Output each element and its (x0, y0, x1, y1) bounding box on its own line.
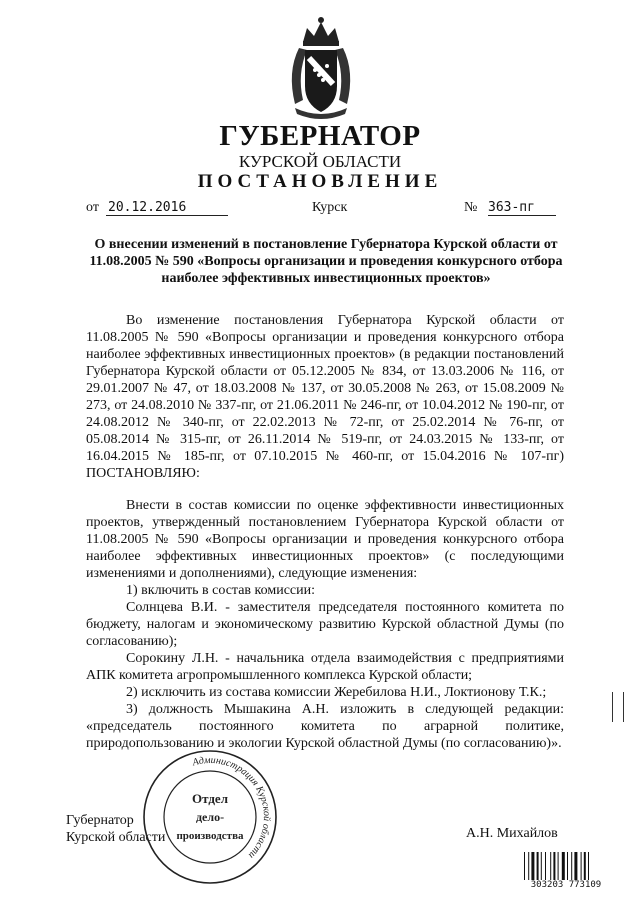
stamp-line-3: производства (176, 830, 244, 842)
stamp-line-1: Отдел (192, 791, 228, 806)
number-label: № (464, 200, 478, 215)
document-type: ПОСТАНОВЛЕНИЕ (197, 171, 443, 192)
document-meta-row (86, 200, 566, 220)
signature-name: А.Н. Михайлов (466, 826, 558, 841)
document-number: 363-пг (488, 200, 556, 216)
stamp-line-2: дело- (195, 810, 225, 824)
date-prefix: от (86, 200, 99, 215)
governor-title: ГУБЕРНАТОР (219, 120, 421, 152)
item-2: 2) исключить из состава комиссии Жеребилова Н.И., Локтионову Т.К.; (126, 685, 547, 700)
document-subject: О внесении изменений в постановление Губернатора Курской области от 11.08.2005 № 590 «Вопросы организации и проведения конкурсного отбора наиболее эффективных инвестиционных проектов» (89, 237, 563, 286)
main-body (86, 497, 564, 752)
item-1-b: Сорокину Л.Н. - начальника отдела взаимодействия с предприятиями АПК комитета агропромышленного комплекса Курской области; (86, 651, 564, 683)
document-date: 20.12.2016 (106, 200, 228, 216)
office-stamp (140, 747, 280, 887)
barcode-number: 303203 773109 (523, 880, 609, 890)
item-1: 1) включить в состав комиссии: (126, 583, 315, 598)
item-3: 3) должность Мышакина А.Н. изложить в следующей редакции: «председатель постоянного комитета по аграрной политике, природопользованию и экологии Курской областной Думы (по согласованию)». (86, 702, 564, 751)
intro-text: Во изменение постановления Губернатора Курской области от 11.08.2005 № 590 «Вопросы организации и проведения конкурсного отбора наиболее эффективных инвестиционных проектов» (в редакции постановлений Губернатора Курской области от 05.12.2005 № 834, от 13.03.2006 № 116, от 29.01.2007 № 47, от 18.03.2008 № 137, от 30.05.2008 № 263, от 15.08.2009 № 273, от 24.08.2010 № 337-пг, от 21.06.2011 № 246-пг, от 10.04.2012 № 190-пг, от 24.08.2012 № 340-пг, от 22.02.2013 № 72-пг, от 25.02.2014 № 76-пг, от 05.08.2014 № 315-пг, от 26.11.2014 № 519-пг, от 24.03.2015 № 133-пг, от 16.04.2015 № 185-пг, от 07.10.2015 № 460-пг, от 15.04.2016 № 107-пг) ПОСТАНОВЛЯЮ: (86, 313, 564, 481)
item-1-a: Солнцева В.И. - заместителя председателя постоянного комитета по бюджету, налогам и экономическому развитию Курской областной Думы (по согласованию); (86, 600, 564, 649)
coat-of-arms-emblem (281, 12, 361, 120)
stamp-outer-text: Администрация Курской области (191, 754, 273, 861)
document-city: Курск (312, 200, 348, 215)
signature-position-line2: Курской области (66, 830, 166, 845)
main-paragraph: Внести в состав комиссии по оценке эффективности инвестиционных проектов, утвержденный постановлением Губернатора Курской области от 11.08.2005 № 590 «Вопросы организации и проведения конкурсного отбора наиболее эффективных инвестиционных проектов» (с последующими изменениями и дополнениями), следующие изменения: (86, 498, 564, 581)
intro-paragraph (86, 312, 564, 482)
signature-position-line1: Губернатор (66, 813, 134, 828)
margin-mark (612, 692, 624, 722)
region-name: КУРСКОЙ ОБЛАСТИ (238, 152, 402, 171)
svg-text:Администрация Курской области (190, 755, 272, 861)
